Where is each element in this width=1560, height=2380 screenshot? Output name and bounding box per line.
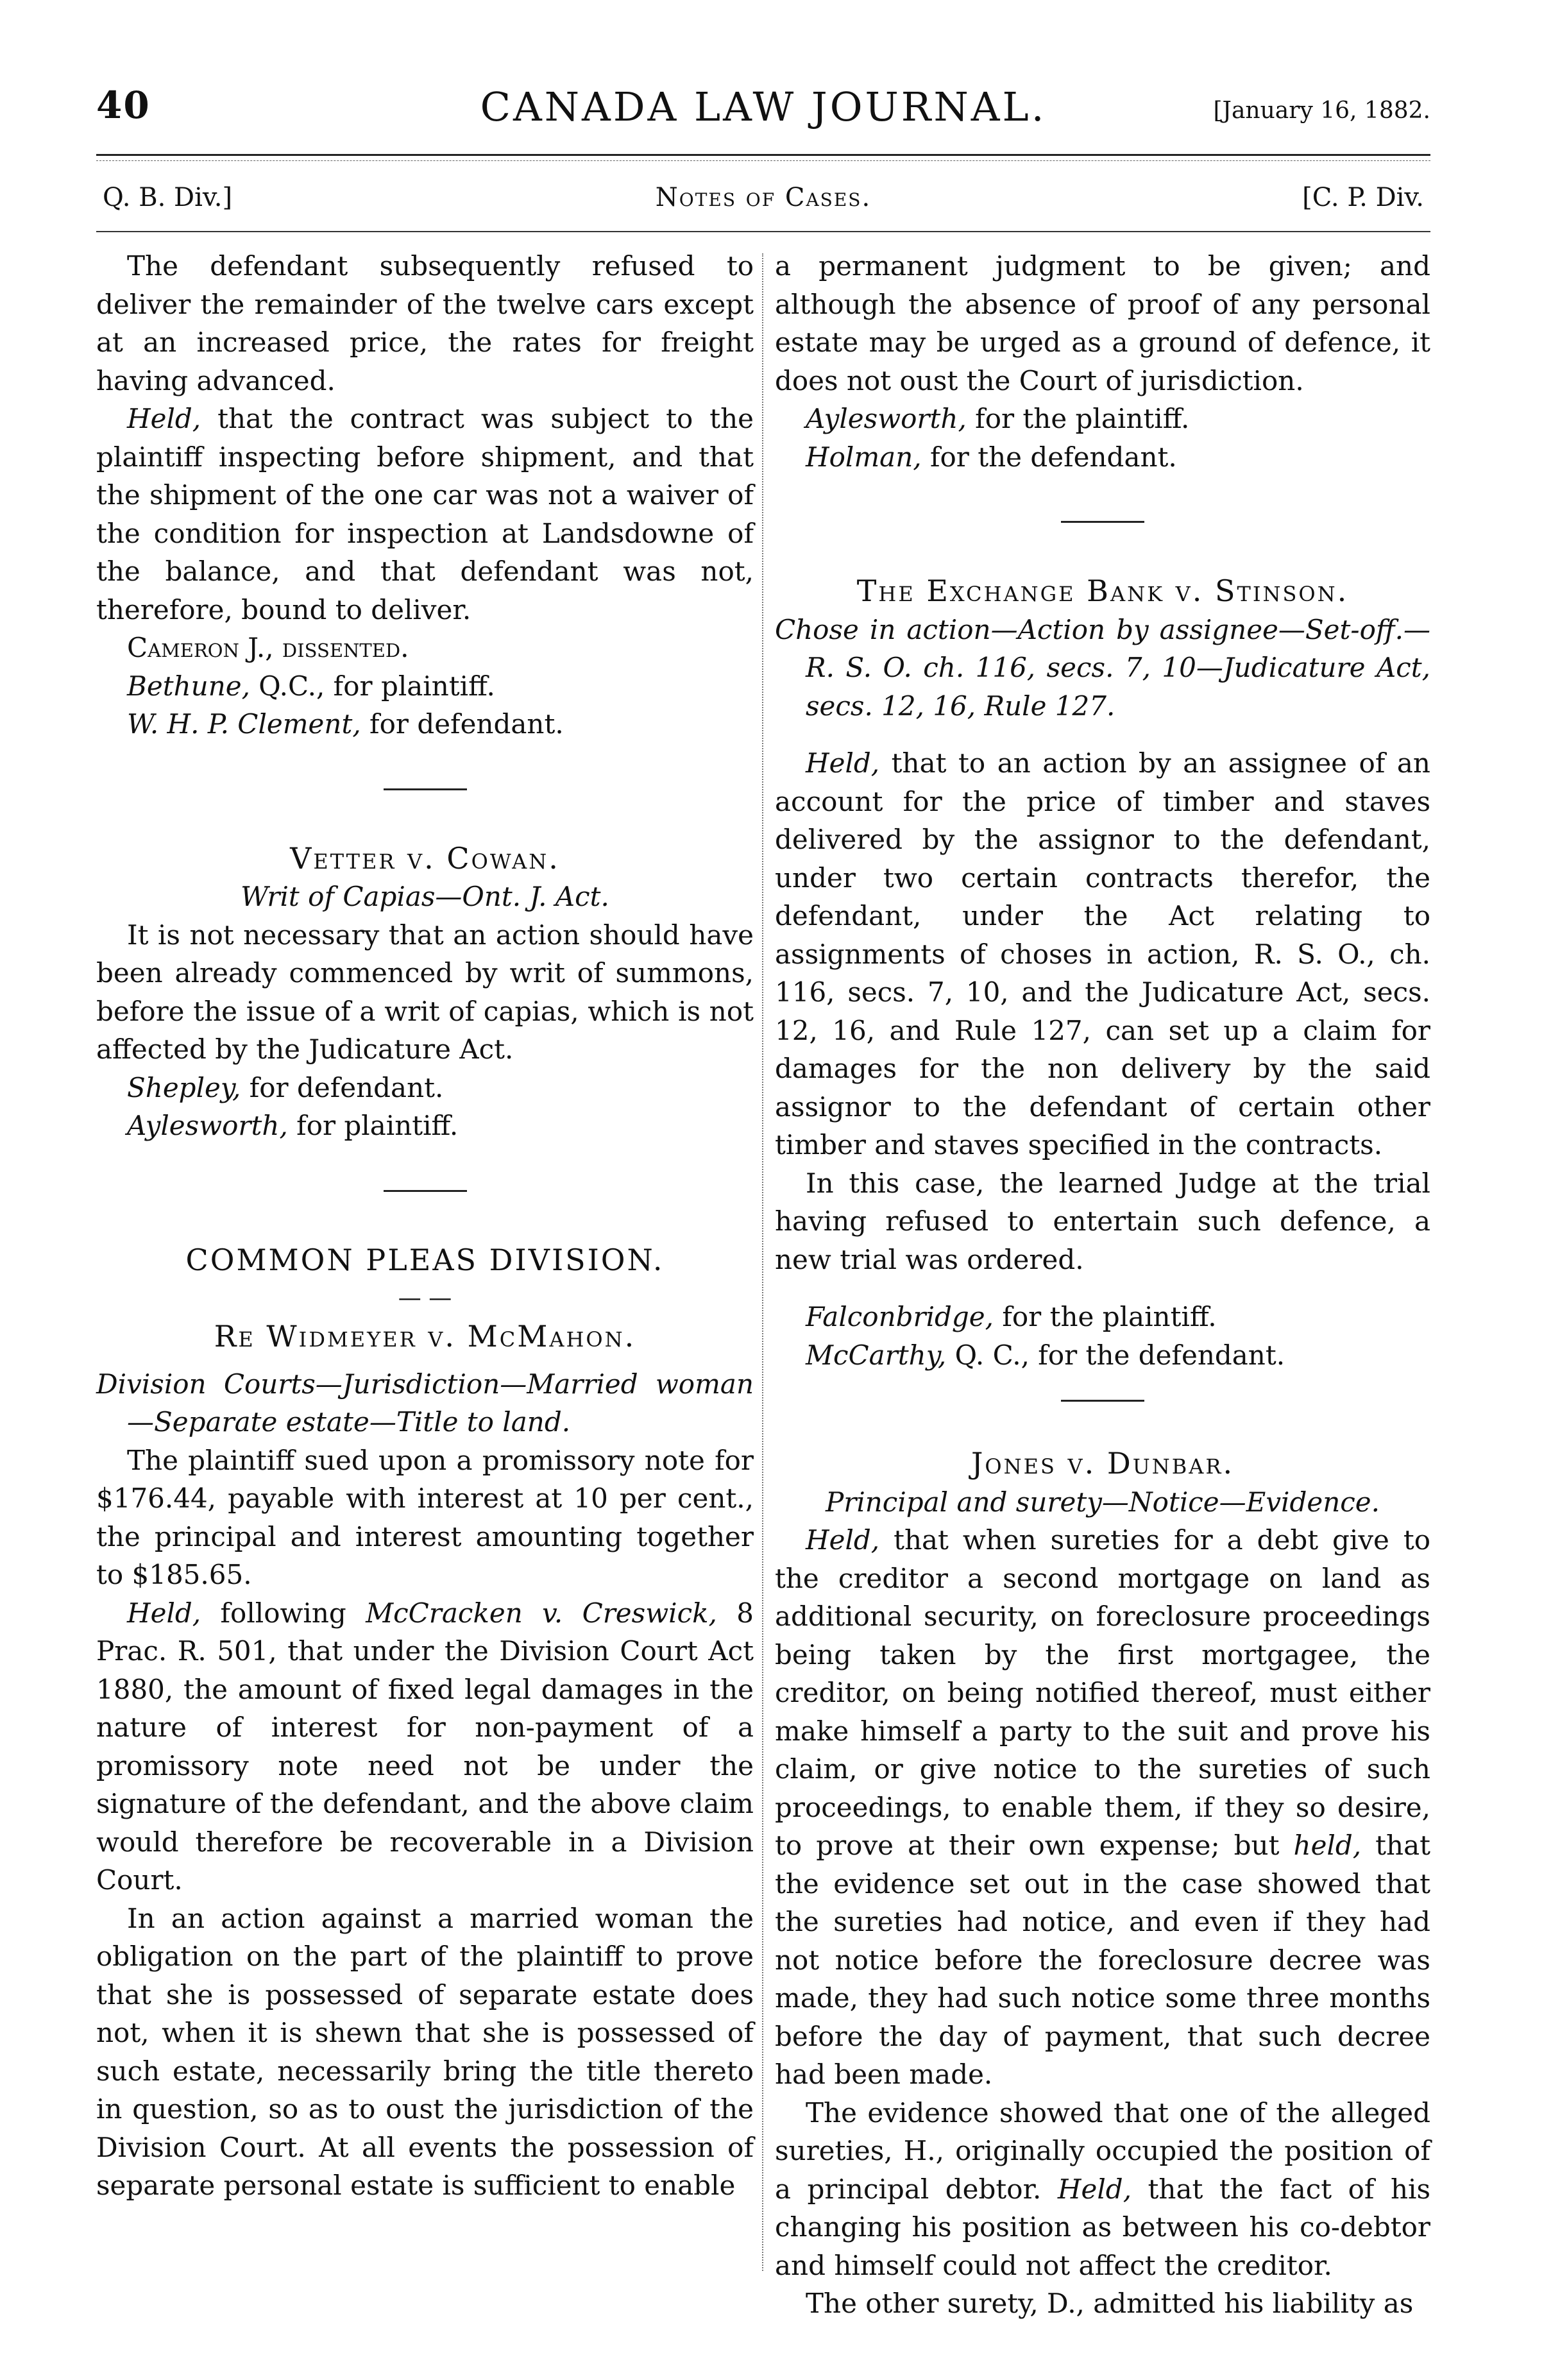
paragraph: The other surety, D., admitted his liability as xyxy=(806,2288,1414,2319)
held-text: The evidence showed that one of the alleged sureties, H., originally occupied the position of a principal debtor. xyxy=(775,2096,1430,2205)
page-number: 40 xyxy=(96,83,151,127)
counsel-name: Bethune, xyxy=(127,670,250,702)
held-text: 8 Prac. R. 501, that under the Division Court Act 1880, the amount of fixed legal damages in the nature of interest for non-payment of a promissory note need not be under the signature of the defendant, and the above claim would therefore be recoverable in a Division Court. xyxy=(96,1597,754,1896)
counsel-line xyxy=(775,400,1430,438)
section-separator xyxy=(775,1374,1430,1445)
counsel-role: for defendant. xyxy=(241,1071,444,1103)
counsel-role: for plaintiff. xyxy=(287,1110,459,1141)
subheader-center: Notes of Cases. xyxy=(655,183,872,212)
header-rule xyxy=(96,154,1430,156)
counsel-role: Q. C., for the defendant. xyxy=(946,1339,1285,1371)
journal-title: CANADA LAW JOURNAL. xyxy=(480,83,1047,130)
counsel-line xyxy=(96,1107,754,1145)
subheader-left: Q. B. Div.] xyxy=(103,183,233,212)
held-word: Held, xyxy=(127,403,201,434)
held-word: Held, xyxy=(127,1597,201,1629)
held-text: that the evidence set out in the case showed that the sureties had notice, and even if they had not notice before the foreclosure decree was made, they had such notice some three months before the day of payment, that such decree had been made. xyxy=(775,1830,1431,2090)
counsel-name: Holman, xyxy=(806,441,922,473)
section-separator xyxy=(96,1145,754,1241)
counsel-role: for the defendant. xyxy=(921,441,1177,473)
counsel-name: McCarthy, xyxy=(806,1339,947,1371)
held-text: that the contract was subject to the plaintiff inspecting before shipment, and that the shipment of the one car was not a waiver of the condition for inspection at Landsdowne of the balance, and that defendant was not, therefore, bound to deliver. xyxy=(96,403,754,625)
counsel-name: Aylesworth, xyxy=(806,403,967,434)
subheader-right: [C. P. Div. xyxy=(1302,183,1424,212)
held-word: held, xyxy=(1293,1830,1362,1861)
cited-case: McCracken v. Creswick, xyxy=(366,1597,717,1629)
paragraph: It is not necessary that an action should have been already commenced by writ of summons, before the issue of a writ of capias, which is not affected by the Judicature Act. xyxy=(96,919,754,1065)
section-separator xyxy=(775,476,1430,572)
column-divider xyxy=(762,253,763,2271)
right-column xyxy=(775,247,1430,2323)
counsel-name: Falconbridge, xyxy=(806,1301,994,1332)
case-catchwords: Writ of Capias—Ont. J. Act. xyxy=(241,881,609,912)
held-paragraph xyxy=(96,1594,754,1900)
subheader-rule xyxy=(96,231,1430,232)
held-paragraph xyxy=(96,400,754,629)
held-paragraph xyxy=(775,1521,1430,2094)
counsel-line xyxy=(775,438,1430,477)
counsel-role: for the plaintiff. xyxy=(994,1301,1217,1332)
header-rule-dashed xyxy=(96,160,1430,161)
case-title: Jones v. Dunbar. xyxy=(971,1446,1235,1481)
left-column xyxy=(96,247,754,2205)
counsel-line xyxy=(96,705,754,744)
issue-date: [January 16, 1882. xyxy=(1213,98,1430,124)
counsel-role: Q.C., for plaintiff. xyxy=(250,670,495,702)
case-title: Re Widmeyer v. McMahon. xyxy=(214,1319,636,1354)
paragraph: The defendant subsequently refused to deliver the remainder of the twelve cars except at an increased price, the rates for freight having advanced. xyxy=(96,250,754,396)
section-separator xyxy=(96,744,754,840)
held-paragraph xyxy=(775,2094,1430,2285)
counsel-line xyxy=(96,1069,754,1107)
counsel-name: Shepley, xyxy=(127,1071,241,1103)
held-text: that to an action by an assignee of an account for the price of timber and staves delivered by the assignor to the defendant, under two certain contracts therefor, the defendant, under the Act relating to assignments of choses in action, R. S. O., ch. 116, secs. 7, 10, and the Judicature Act, secs. 12, 16, and Rule 127, can set up a claim for damages for the non delivery by the said assignor to the defendant of certain other timber and staves specified in the contracts. xyxy=(775,747,1430,1160)
case-title: The Exchange Bank v. Stinson. xyxy=(856,574,1349,608)
counsel-line xyxy=(775,1336,1430,1375)
division-mark: — — xyxy=(398,1285,452,1311)
case-catchwords: Division Courts—Jurisdiction—Married woman—Separate estate—Title to land. xyxy=(96,1368,754,1438)
running-header xyxy=(96,83,1430,148)
held-text: that the fact of his changing his position as between his co-debtor and himself could not affect the creditor. xyxy=(775,2173,1430,2281)
case-catchwords: Principal and surety—Notice—Evidence. xyxy=(825,1486,1380,1518)
counsel-name: W. H. P. Clement, xyxy=(127,708,361,740)
held-text: following xyxy=(201,1597,366,1629)
held-word: Held, xyxy=(1057,2173,1132,2205)
paragraph: In an action against a married woman the obligation on the part of the plaintiff to prove that she is possessed of separate estate does not, when it is shewn that she is possessed of such estate, necessarily bring the title thereto in question, so as to oust the jurisdiction of the Division Court. At all events the possession of separate personal estate is sufficient to enable xyxy=(96,1902,754,2201)
section-subheader xyxy=(96,183,1430,221)
paragraph: a permanent judgment to be given; and although the absence of proof of any personal estate may be urged as a ground of defence, it does not oust the Court of jurisdiction. xyxy=(775,250,1430,396)
counsel-line xyxy=(96,667,754,706)
counsel-line xyxy=(775,1298,1430,1336)
held-text: that when sureties for a debt give to the creditor a second mortgage on land as additional security, on foreclosure proceedings being taken by the first mortgagee, the creditor, on being notified thereof, must either make himself a party to the suit and prove his claim, or give notice to the sureties of such proceedings, to enable them, if they so desire, to prove at their own expense; but xyxy=(775,1524,1430,1861)
counsel-name: Aylesworth, xyxy=(127,1110,288,1141)
counsel-role: for defendant. xyxy=(360,708,564,740)
held-paragraph xyxy=(775,744,1430,1164)
paragraph: The plaintiff sued upon a promissory note for $176.44, payable with interest at 10 per cent., the principal and interest amounting together to $185.65. xyxy=(96,1444,754,1590)
case-catchwords: Chose in action—Action by assignee—Set-off.—R. S. O. ch. 116, secs. 7, 10—Judicature Act, secs. 12, 16, Rule 127. xyxy=(775,613,1430,722)
held-word: Held, xyxy=(806,747,880,779)
counsel-role: for the plaintiff. xyxy=(966,403,1190,434)
held-word: Held, xyxy=(806,1524,880,1556)
paragraph: In this case, the learned Judge at the trial having refused to entertain such defence, a new trial was ordered. xyxy=(775,1167,1430,1275)
division-heading: COMMON PLEAS DIVISION. xyxy=(185,1242,665,1277)
case-title: Vetter v. Cowan. xyxy=(290,840,560,876)
dissent-note: Cameron J., dissented. xyxy=(127,632,409,663)
